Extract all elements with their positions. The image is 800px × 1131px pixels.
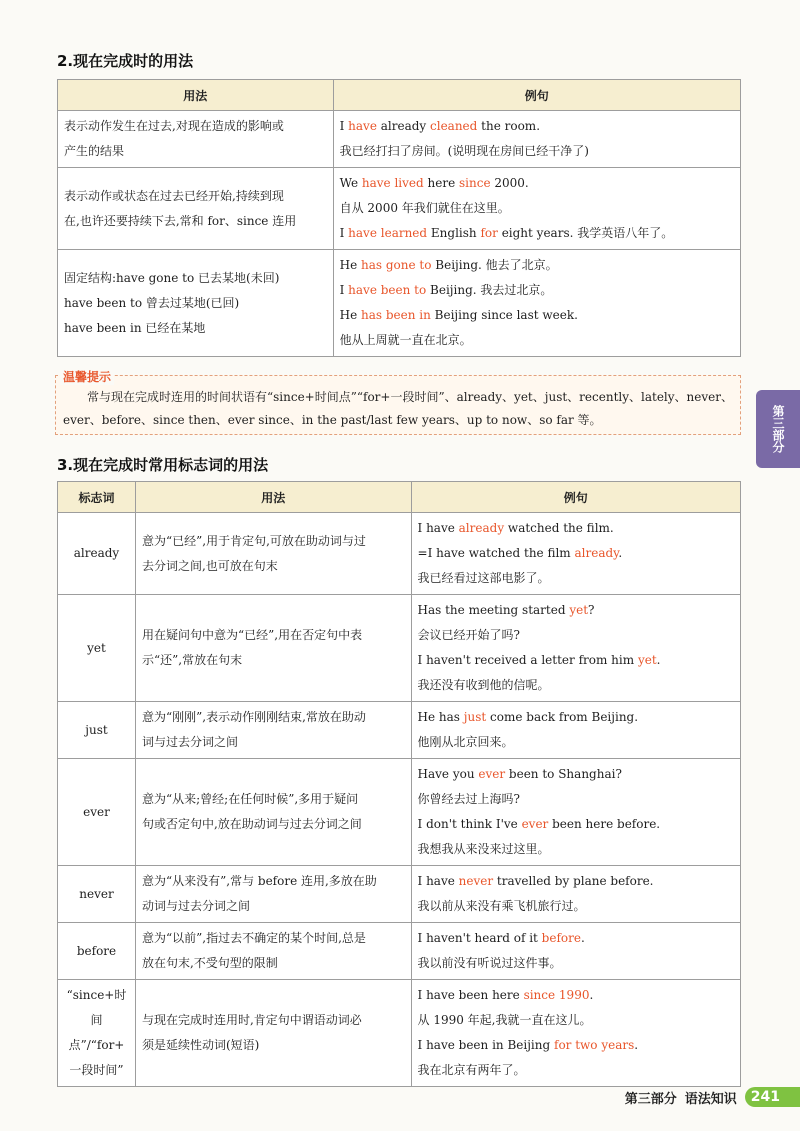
usage-cell-line: 固定结构:have gone to 已去某地(未回) xyxy=(64,270,280,285)
example-line xyxy=(418,705,734,730)
example-text: We xyxy=(339,176,362,190)
tip-text: 常与现在完成时连用的时间状语有“since+时间点”“for+一段时间”、already、yet、just、recently、lately、never、ever、before、since then、ever since、in the past/last few years、up to now、so far 等。 xyxy=(63,390,733,427)
usage-cell xyxy=(135,702,411,759)
example-cell xyxy=(411,702,740,759)
highlighted-text: just xyxy=(463,710,487,724)
highlighted-text: yet xyxy=(569,603,589,617)
example-line xyxy=(418,598,734,623)
highlighted-text: have been to xyxy=(348,283,427,297)
usage-cell-line: 句或否定句中,放在助动词与过去分词之间 xyxy=(141,817,362,831)
signal-word-cell xyxy=(58,595,136,702)
usage-cell-line: 须是延续性动词(短语) xyxy=(141,1038,260,1052)
example-text: here xyxy=(423,176,460,190)
signal-word-cell-line: 点”/“for+ xyxy=(68,1038,125,1052)
example-text: . xyxy=(656,653,661,667)
header-example: 例句 xyxy=(411,482,740,513)
example-text: 你曾经去过上海吗? xyxy=(417,792,520,806)
usage-cell-line: have been in 已经在某地 xyxy=(64,320,206,335)
example-text: I have been here xyxy=(417,988,524,1002)
example-text: I have xyxy=(417,874,459,888)
example-cell xyxy=(333,168,740,250)
highlighted-text: yet xyxy=(637,653,657,667)
signal-word-cell xyxy=(58,759,136,866)
usage-table xyxy=(57,79,741,357)
signal-word-cell-line: just xyxy=(85,722,108,737)
signal-word-cell-line: “since+时间 xyxy=(66,988,127,1027)
usage-cell-line: 表示动作或状态在过去已经开始,持续到现 xyxy=(64,188,284,203)
highlighted-text: already xyxy=(458,521,505,535)
tip-title: 温馨提示 xyxy=(60,368,114,385)
table-row xyxy=(58,111,741,168)
example-text: been here before. xyxy=(548,817,661,831)
example-line xyxy=(340,139,734,164)
usage-cell-line: 产生的结果 xyxy=(64,144,125,158)
footer-part: 第三部分 xyxy=(624,1091,677,1107)
highlighted-text: cleaned xyxy=(430,119,478,133)
header-signal-word: 标志词 xyxy=(58,482,136,513)
signal-word-cell-line: already xyxy=(73,546,120,560)
example-line xyxy=(418,730,734,755)
usage-cell-line: 意为“已经”,用于肯定句,可放在助动词与过 xyxy=(141,533,366,548)
example-text: . xyxy=(634,1038,639,1052)
highlighted-text: never xyxy=(458,874,494,888)
section3-heading: 3.现在完成时常用标志词的用法 xyxy=(57,456,269,474)
example-text: Beijing since last week. xyxy=(430,308,578,322)
page-footer xyxy=(625,1086,800,1108)
example-text: 他刚从北京回来。 xyxy=(417,735,514,749)
example-line xyxy=(418,837,734,862)
example-text: . xyxy=(618,546,623,560)
example-line xyxy=(418,541,734,566)
example-line xyxy=(340,171,734,196)
example-text: 会议已经开始了吗? xyxy=(417,628,520,642)
example-line xyxy=(418,566,734,591)
example-text: I xyxy=(339,283,349,297)
example-text: travelled by plane before. xyxy=(493,874,654,888)
usage-cell-line: 动词与过去分词之间 xyxy=(141,899,250,913)
highlighted-text: ever xyxy=(521,817,549,831)
example-text: He xyxy=(339,308,361,322)
highlighted-text: before xyxy=(541,931,581,945)
example-text: 从 1990 年起,我就一直在这儿。 xyxy=(417,1013,592,1027)
example-line xyxy=(418,673,734,698)
table-row xyxy=(58,702,741,759)
highlighted-text: ever xyxy=(478,767,506,781)
example-text: . xyxy=(589,988,594,1002)
usage-cell-line: 表示动作发生在过去,对现在造成的影响或 xyxy=(64,119,284,133)
highlighted-text: have xyxy=(348,119,377,133)
section2-heading: 2.现在完成时的用法 xyxy=(57,52,194,70)
example-text: Beijing. 我去过北京。 xyxy=(426,283,553,297)
signal-word-cell xyxy=(58,866,136,923)
table-row xyxy=(58,923,741,980)
example-line xyxy=(418,926,734,951)
example-text: 我已经打扫了房间。(说明现在房间已经干净了) xyxy=(339,144,589,158)
example-cell xyxy=(411,980,740,1087)
usage-cell-line: 用在疑问句中意为“已经”,用在否定句中表 xyxy=(141,628,363,642)
example-text: 我想我从来没来过这里。 xyxy=(417,842,550,856)
example-line xyxy=(418,1058,734,1083)
example-text: I don't think I've xyxy=(417,817,522,831)
example-text: I have xyxy=(417,521,459,535)
example-text: I xyxy=(339,226,349,240)
highlighted-text: have learned xyxy=(348,226,428,240)
highlighted-text: since 1990 xyxy=(523,988,590,1002)
example-cell xyxy=(411,866,740,923)
example-text: English xyxy=(427,226,481,240)
part-side-tab: 第三部分 xyxy=(756,390,800,468)
example-line xyxy=(418,648,734,673)
example-line xyxy=(340,196,734,221)
signal-word-cell-line: before xyxy=(76,943,117,958)
highlighted-text: has gone to xyxy=(361,258,432,272)
usage-cell xyxy=(58,250,334,357)
signal-word-cell-line: never xyxy=(79,886,114,901)
example-text: . xyxy=(580,931,585,945)
example-line xyxy=(418,516,734,541)
example-line xyxy=(418,1033,734,1058)
table-row xyxy=(58,980,741,1087)
example-text: I haven't heard of it xyxy=(417,931,542,945)
example-line xyxy=(340,328,734,353)
usage-cell-line: 在,也许还要持续下去,常和 for、since 连用 xyxy=(64,213,297,228)
signal-word-cell xyxy=(58,702,136,759)
usage-cell-line: 示“还”,常放在句末 xyxy=(141,653,243,667)
example-text: 他从上周就一直在北京。 xyxy=(339,333,472,347)
header-usage: 用法 xyxy=(135,482,411,513)
example-line xyxy=(418,869,734,894)
example-line xyxy=(340,114,734,139)
example-text: the room. xyxy=(477,119,541,133)
example-text: He xyxy=(339,258,361,272)
example-line xyxy=(418,623,734,648)
example-line xyxy=(340,278,734,303)
usage-cell xyxy=(135,923,411,980)
example-text: been to Shanghai? xyxy=(505,767,622,781)
example-text: 我以前没有听说过这件事。 xyxy=(417,956,562,970)
usage-cell xyxy=(58,111,334,168)
usage-cell xyxy=(58,168,334,250)
usage-cell-line: 意为“以前”,指过去不确定的某个时间,总是 xyxy=(141,931,366,945)
usage-cell-line: 放在句末,不受句型的限制 xyxy=(141,956,278,970)
signal-word-cell xyxy=(58,923,136,980)
example-line xyxy=(340,303,734,328)
usage-cell-line: 意为“从来;曾经;在任何时候”,多用于疑问 xyxy=(141,792,359,806)
table-row xyxy=(58,866,741,923)
example-cell xyxy=(411,923,740,980)
signal-word-cell-line: yet xyxy=(87,640,106,655)
example-text: already xyxy=(376,119,431,133)
header-usage: 用法 xyxy=(58,80,334,111)
usage-cell-line: 意为“刚刚”,表示动作刚刚结束,常放在助动 xyxy=(141,710,366,724)
signal-word-cell-line: 一段时间” xyxy=(69,1063,124,1077)
usage-cell-line: 意为“从来没有”,常与 before 连用,多放在助 xyxy=(141,874,377,888)
example-text: 自从 2000 年我们就住在这里。 xyxy=(339,201,510,215)
example-cell xyxy=(411,759,740,866)
example-line xyxy=(418,812,734,837)
example-text: I have been in Beijing xyxy=(417,1038,554,1052)
signal-words-table xyxy=(57,481,741,1087)
example-text: =I have watched the film xyxy=(417,546,575,560)
example-text: Has the meeting started xyxy=(417,603,570,617)
table-row xyxy=(58,168,741,250)
usage-cell-line: 与现在完成时连用时,肯定句中谓语动词必 xyxy=(141,1013,362,1027)
signal-word-cell xyxy=(58,980,136,1087)
signal-word-cell-line: ever xyxy=(83,804,110,819)
example-text: ? xyxy=(588,603,595,617)
example-text: 我还没有收到他的信呢。 xyxy=(417,678,550,692)
footer-topic: 语法知识 xyxy=(684,1091,737,1107)
usage-cell xyxy=(135,595,411,702)
example-line xyxy=(340,253,734,278)
example-line xyxy=(418,983,734,1008)
example-cell xyxy=(333,111,740,168)
example-text: 我已经看过这部电影了。 xyxy=(417,571,550,585)
example-text: 2000. xyxy=(490,176,529,190)
table-row xyxy=(58,759,741,866)
usage-cell xyxy=(135,980,411,1087)
example-line xyxy=(418,894,734,919)
highlighted-text: for two years xyxy=(554,1038,635,1052)
signal-word-cell xyxy=(58,513,136,595)
highlighted-text: have lived xyxy=(361,176,424,190)
example-cell xyxy=(411,595,740,702)
table-row xyxy=(58,595,741,702)
header-example: 例句 xyxy=(333,80,740,111)
table-row xyxy=(58,250,741,357)
example-line xyxy=(418,787,734,812)
usage-cell-line: 词与过去分词之间 xyxy=(141,735,238,749)
highlighted-text: already xyxy=(574,546,619,560)
example-text: Have you xyxy=(417,767,479,781)
highlighted-text: since xyxy=(459,176,491,190)
usage-cell xyxy=(135,513,411,595)
table-row xyxy=(58,513,741,595)
example-text: 我以前从来没有乘飞机旅行过。 xyxy=(417,899,586,913)
usage-cell xyxy=(135,866,411,923)
example-line xyxy=(418,762,734,787)
page-number: 241 xyxy=(745,1087,800,1107)
usage-cell-line: have been to 曾去过某地(已回) xyxy=(64,295,240,310)
example-line xyxy=(340,221,734,246)
example-text: 我在北京有两年了。 xyxy=(417,1063,526,1077)
tip-box xyxy=(55,370,741,435)
example-cell xyxy=(333,250,740,357)
highlighted-text: has been in xyxy=(361,308,431,322)
example-text: watched the film. xyxy=(504,521,614,535)
highlighted-text: for xyxy=(480,226,498,240)
example-text: Beijing. 他去了北京。 xyxy=(431,258,558,272)
example-text: He has xyxy=(417,710,464,724)
example-text: eight years. 我学英语八年了。 xyxy=(497,226,674,240)
usage-cell-line: 去分词之间,也可放在句末 xyxy=(141,558,278,573)
example-text: I xyxy=(339,119,349,133)
example-line xyxy=(418,951,734,976)
example-cell xyxy=(411,513,740,595)
usage-cell xyxy=(135,759,411,866)
example-line xyxy=(418,1008,734,1033)
example-text: come back from Beijing. xyxy=(486,710,639,724)
example-text: I haven't received a letter from him xyxy=(417,653,638,667)
